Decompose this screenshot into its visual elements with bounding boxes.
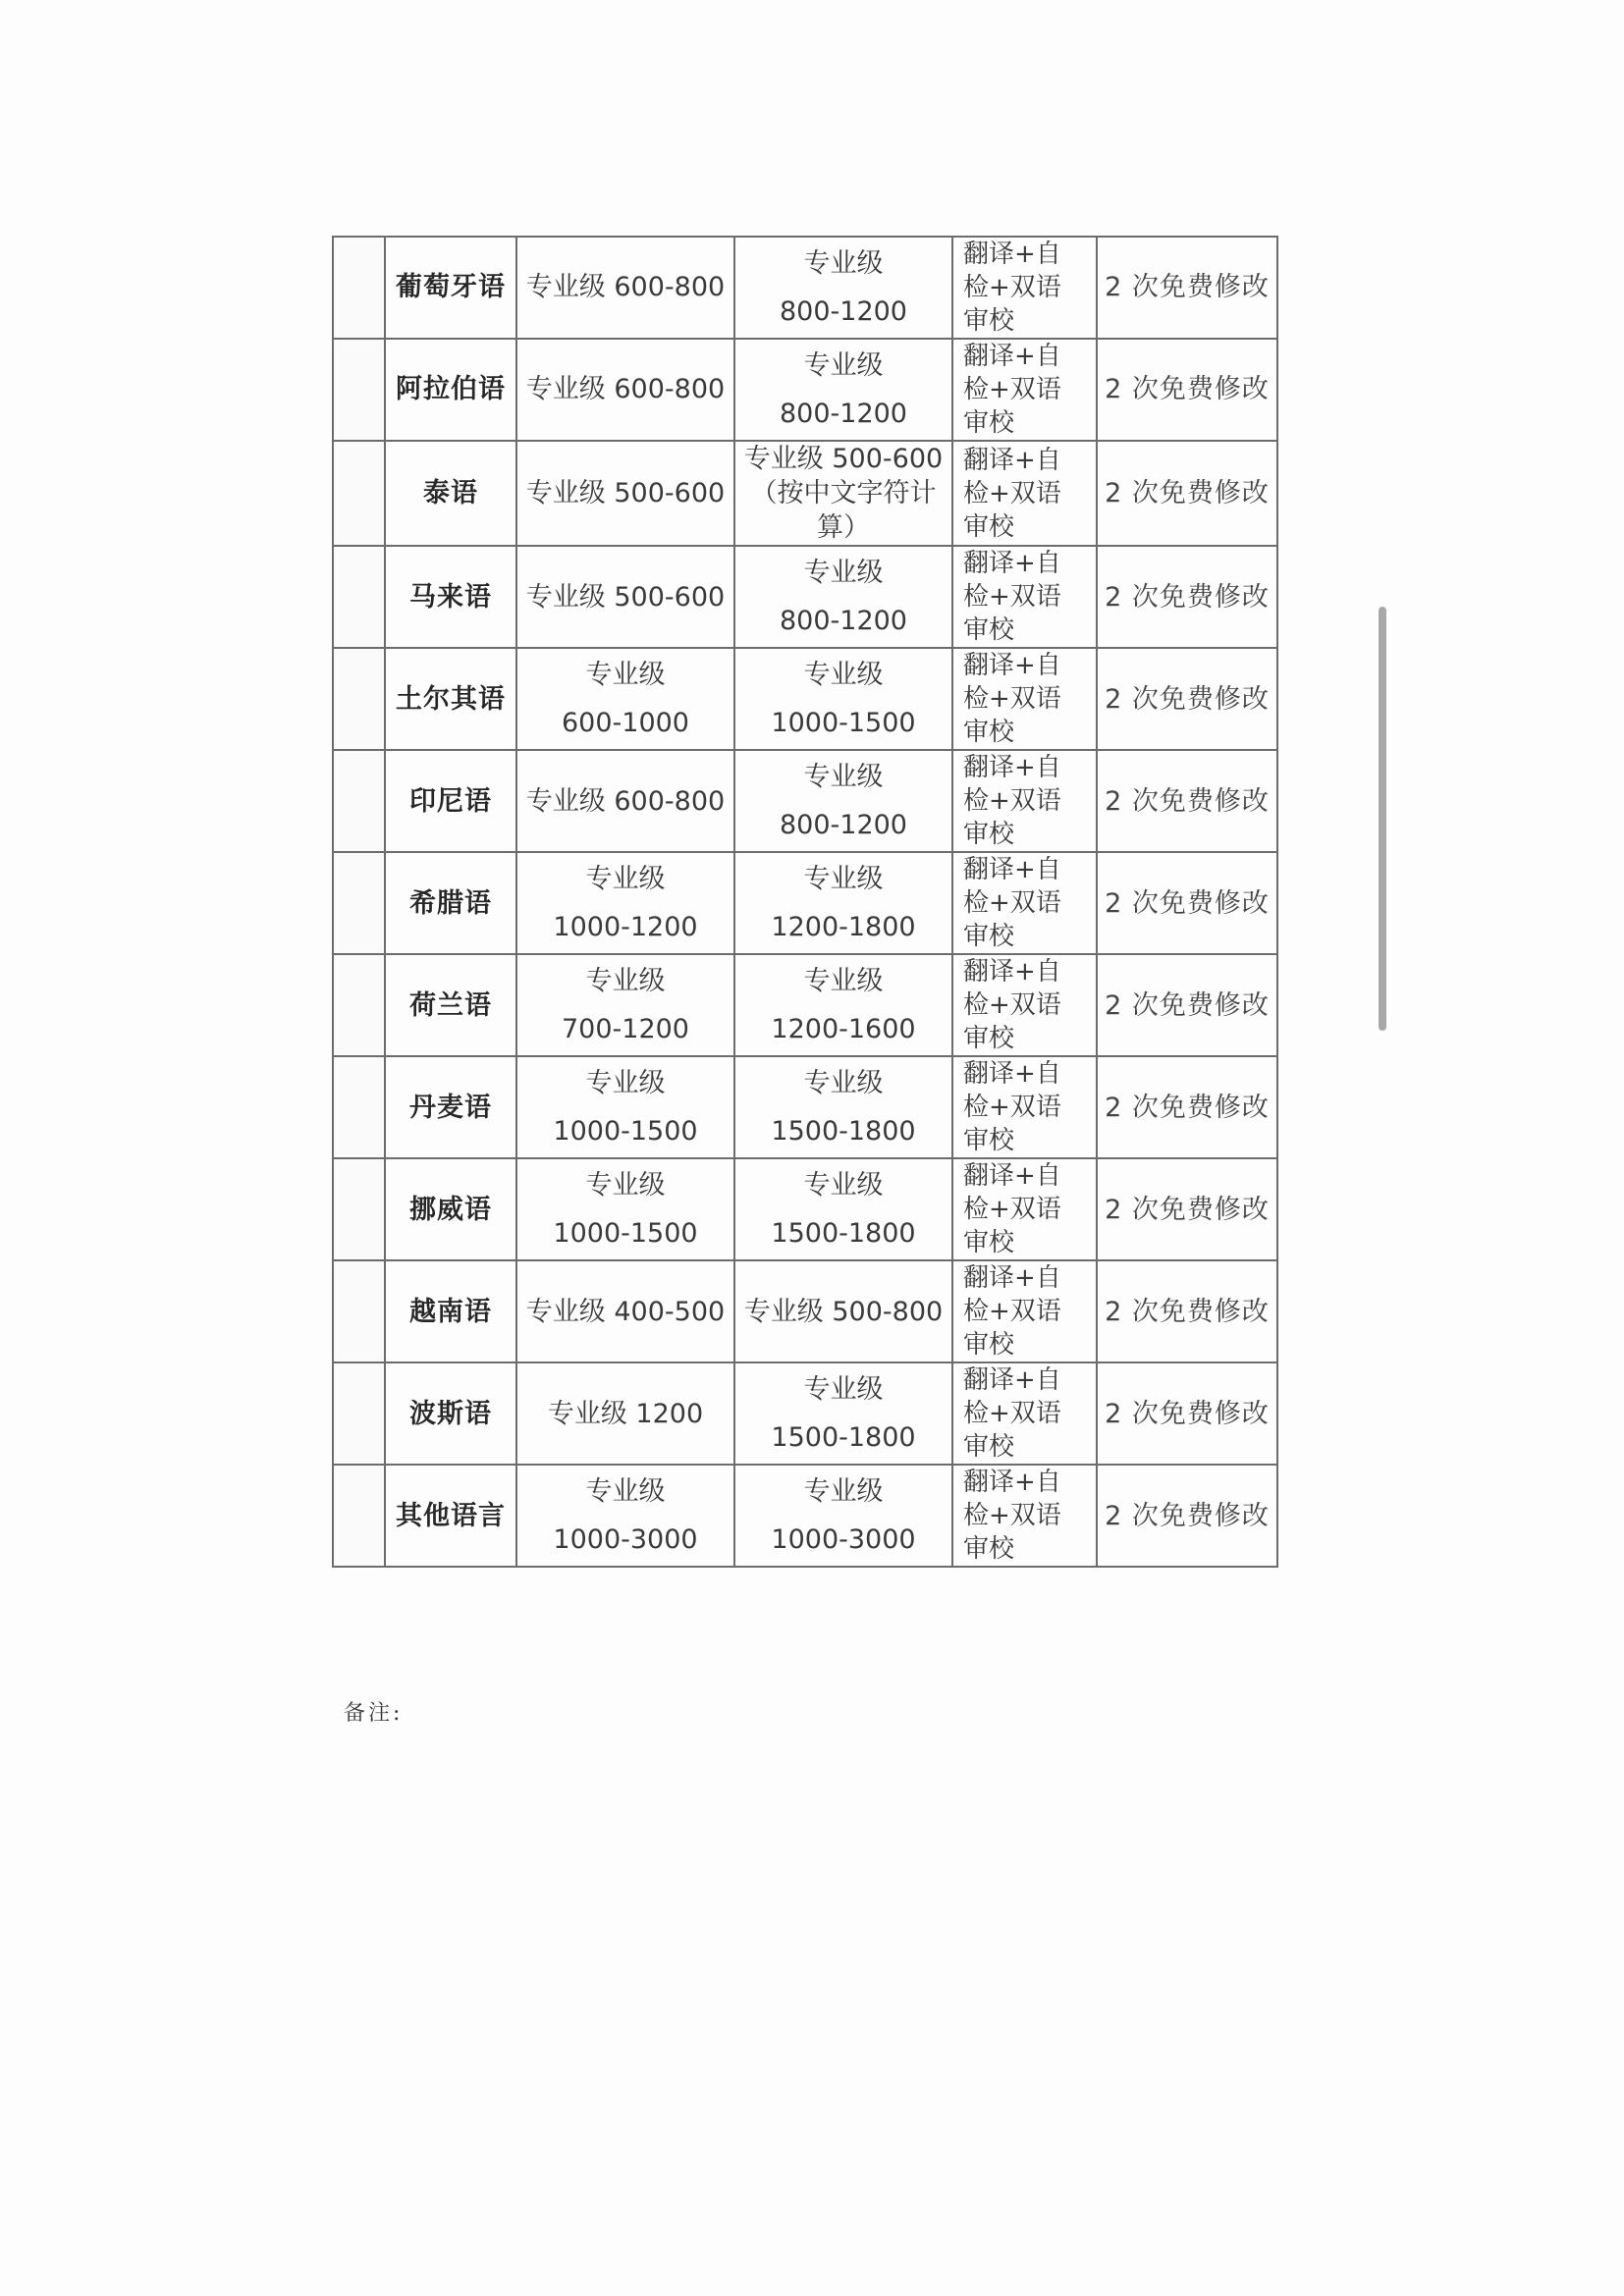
revision-cell: 2 次免费修改 — [1097, 237, 1277, 339]
process-line: 审校 — [963, 922, 1015, 952]
process-line: 检+双语 — [963, 1297, 1061, 1327]
revision-cell: 2 次免费修改 — [1097, 441, 1277, 546]
process-line: 翻译+自 — [963, 240, 1061, 269]
process-line: 检+双语 — [963, 375, 1061, 404]
revision-cell: 2 次免费修改 — [1097, 1056, 1277, 1158]
process-cell — [952, 1260, 1097, 1362]
revision-cell: 2 次免费修改 — [1097, 954, 1277, 1056]
process-cell — [952, 546, 1097, 648]
price-line: 1000-1500 — [553, 1116, 698, 1148]
category-cell — [333, 750, 385, 852]
price-cell-a — [516, 441, 734, 546]
process-line: 检+双语 — [963, 990, 1061, 1021]
category-cell — [333, 648, 385, 750]
language-cell: 丹麦语 — [385, 1056, 516, 1158]
price-cell-b — [734, 339, 952, 441]
price-line: 专业级 — [803, 864, 884, 895]
price-line: 专业级 — [803, 247, 884, 279]
table-row — [333, 1362, 1277, 1465]
process-cell — [952, 1158, 1097, 1260]
table-row — [333, 441, 1277, 546]
price-line: 专业级 — [585, 864, 666, 895]
process-line: 审校 — [963, 718, 1015, 748]
price-cell-b — [734, 648, 952, 750]
process-line: 检+双语 — [963, 478, 1061, 508]
process-line: 检+双语 — [963, 273, 1061, 302]
price-line: 专业级 — [585, 660, 666, 691]
table-row — [333, 1158, 1277, 1260]
price-line: 专业级 — [585, 1068, 666, 1099]
price-cell-b — [734, 546, 952, 648]
language-cell: 挪威语 — [385, 1158, 516, 1260]
process-cell — [952, 1056, 1097, 1158]
process-line: 翻译+自 — [963, 957, 1061, 988]
table-row — [333, 339, 1277, 441]
process-line: 翻译+自 — [963, 445, 1061, 475]
category-cell — [333, 1260, 385, 1362]
process-line: 翻译+自 — [963, 753, 1061, 783]
price-line: 1500-1800 — [771, 1116, 916, 1148]
price-line: 专业级 — [803, 660, 884, 691]
price-cell-a — [516, 648, 734, 750]
process-line: 翻译+自 — [963, 549, 1061, 579]
process-line: 翻译+自 — [963, 1263, 1061, 1294]
note-label: 备注: — [344, 1701, 404, 1726]
process-line: 审校 — [963, 1024, 1015, 1054]
process-line: 检+双语 — [963, 582, 1061, 613]
price-cell-b — [734, 1260, 952, 1362]
revision-cell: 2 次免费修改 — [1097, 1260, 1277, 1362]
price-line: 1000-3000 — [771, 1524, 916, 1556]
language-cell: 其他语言 — [385, 1465, 516, 1567]
price-cell-a — [516, 1158, 734, 1260]
price-cell-b — [734, 750, 952, 852]
price-line: 专业级 — [803, 1476, 884, 1508]
table-row — [333, 954, 1277, 1056]
process-line: 翻译+自 — [963, 855, 1061, 885]
price-line: 1000-1200 — [553, 912, 698, 943]
price-cell-b — [734, 954, 952, 1056]
price-line: 专业级 500-600 — [743, 444, 944, 474]
price-line: 专业级 500-600 — [525, 478, 726, 509]
price-line: 专业级 600-800 — [525, 374, 726, 405]
language-cell: 荷兰语 — [385, 954, 516, 1056]
process-cell — [952, 648, 1097, 750]
process-cell — [952, 237, 1097, 339]
language-cell: 泰语 — [385, 441, 516, 546]
price-line: （按中文字符计 — [750, 478, 937, 509]
price-cell-b — [734, 237, 952, 339]
category-cell — [333, 339, 385, 441]
price-line: 1200-1600 — [771, 1014, 916, 1045]
price-line: 1000-1500 — [771, 708, 916, 739]
price-line: 专业级 — [803, 1374, 884, 1406]
process-line: 审校 — [963, 306, 1015, 336]
price-line: 专业级 400-500 — [525, 1296, 726, 1327]
category-cell — [333, 1362, 385, 1465]
price-line: 专业级 — [803, 1170, 884, 1201]
price-line: 专业级 — [803, 1068, 884, 1099]
revision-cell: 2 次免费修改 — [1097, 1362, 1277, 1465]
language-cell: 土尔其语 — [385, 648, 516, 750]
process-line: 翻译+自 — [963, 651, 1061, 681]
process-cell — [952, 1465, 1097, 1567]
revision-cell: 2 次免费修改 — [1097, 1158, 1277, 1260]
price-line: 800-1200 — [780, 296, 907, 327]
price-cell-a — [516, 954, 734, 1056]
price-cell-a — [516, 852, 734, 954]
price-line: 算） — [817, 512, 870, 544]
price-line: 专业级 — [585, 966, 666, 997]
process-line: 检+双语 — [963, 888, 1061, 919]
process-cell — [952, 750, 1097, 852]
language-cell: 阿拉伯语 — [385, 339, 516, 441]
process-line: 翻译+自 — [963, 1059, 1061, 1090]
process-line: 翻译+自 — [963, 1365, 1061, 1396]
price-cell-b — [734, 1465, 952, 1567]
price-cell-a — [516, 1465, 734, 1567]
process-line: 审校 — [963, 408, 1015, 438]
category-cell — [333, 237, 385, 339]
price-cell-b — [734, 1362, 952, 1465]
price-line: 1500-1800 — [771, 1422, 916, 1454]
process-line: 检+双语 — [963, 1195, 1061, 1225]
table-row — [333, 237, 1277, 339]
pricing-table-body — [333, 237, 1277, 1567]
price-line: 专业级 1200 — [547, 1398, 704, 1429]
price-line: 专业级 — [803, 349, 884, 381]
language-cell: 越南语 — [385, 1260, 516, 1362]
process-line: 检+双语 — [963, 1399, 1061, 1429]
price-line: 800-1200 — [780, 810, 907, 841]
price-line: 1000-3000 — [553, 1524, 698, 1556]
price-line: 专业级 — [585, 1170, 666, 1201]
price-line: 800-1200 — [780, 399, 907, 429]
language-cell: 印尼语 — [385, 750, 516, 852]
process-line: 翻译+自 — [963, 1161, 1061, 1192]
price-line: 专业级 — [803, 558, 884, 589]
process-cell — [952, 852, 1097, 954]
process-line: 审校 — [963, 820, 1015, 850]
price-cell-a — [516, 546, 734, 648]
process-line: 检+双语 — [963, 1501, 1061, 1531]
price-cell-b — [734, 852, 952, 954]
language-cell: 希腊语 — [385, 852, 516, 954]
process-cell — [952, 441, 1097, 546]
table-row — [333, 1056, 1277, 1158]
price-line: 800-1200 — [780, 606, 907, 637]
scrollbar-thumb[interactable] — [1379, 607, 1386, 1031]
process-line: 检+双语 — [963, 1093, 1061, 1123]
process-line: 审校 — [963, 1534, 1015, 1565]
price-cell-a — [516, 1362, 734, 1465]
process-cell — [952, 954, 1097, 1056]
table-row — [333, 750, 1277, 852]
table-row — [333, 546, 1277, 648]
revision-cell: 2 次免费修改 — [1097, 1465, 1277, 1567]
table-row — [333, 648, 1277, 750]
language-cell: 波斯语 — [385, 1362, 516, 1465]
price-cell-a — [516, 237, 734, 339]
process-line: 审校 — [963, 1126, 1015, 1156]
price-cell-b — [734, 441, 952, 546]
price-cell-b — [734, 1056, 952, 1158]
price-cell-b — [734, 1158, 952, 1260]
price-cell-a — [516, 750, 734, 852]
category-cell — [333, 954, 385, 1056]
process-line: 审校 — [963, 1432, 1015, 1463]
revision-cell: 2 次免费修改 — [1097, 750, 1277, 852]
process-line: 翻译+自 — [963, 1468, 1061, 1498]
table-row — [333, 1260, 1277, 1362]
category-cell — [333, 1158, 385, 1260]
revision-cell: 2 次免费修改 — [1097, 339, 1277, 441]
price-cell-a — [516, 1056, 734, 1158]
category-cell — [333, 852, 385, 954]
price-line: 1200-1800 — [771, 912, 916, 943]
table-row — [333, 1465, 1277, 1567]
pricing-table — [332, 236, 1278, 1568]
price-line: 1000-1500 — [553, 1218, 698, 1250]
category-cell — [333, 1056, 385, 1158]
process-line: 审校 — [963, 615, 1015, 646]
process-cell — [952, 1362, 1097, 1465]
revision-cell: 2 次免费修改 — [1097, 648, 1277, 750]
category-cell — [333, 1465, 385, 1567]
price-line: 专业级 — [585, 1476, 666, 1508]
category-cell — [333, 546, 385, 648]
language-cell: 马来语 — [385, 546, 516, 648]
process-line: 检+双语 — [963, 684, 1061, 715]
process-line: 翻译+自 — [963, 342, 1061, 371]
process-cell — [952, 339, 1097, 441]
language-cell: 葡萄牙语 — [385, 237, 516, 339]
process-line: 审校 — [963, 511, 1015, 542]
price-line: 700-1200 — [562, 1014, 689, 1045]
price-line: 专业级 500-800 — [743, 1296, 944, 1327]
price-line: 专业级 600-800 — [525, 785, 726, 817]
price-cell-a — [516, 339, 734, 441]
revision-cell: 2 次免费修改 — [1097, 546, 1277, 648]
revision-cell: 2 次免费修改 — [1097, 852, 1277, 954]
price-line: 专业级 — [803, 966, 884, 997]
price-line: 600-1000 — [562, 708, 689, 739]
process-line: 检+双语 — [963, 786, 1061, 817]
price-cell-a — [516, 1260, 734, 1362]
process-line: 审校 — [963, 1330, 1015, 1361]
table-row — [333, 852, 1277, 954]
price-line: 1500-1800 — [771, 1218, 916, 1250]
price-line: 专业级 — [803, 762, 884, 793]
category-cell — [333, 441, 385, 546]
process-line: 审校 — [963, 1228, 1015, 1258]
price-line: 专业级 500-600 — [525, 581, 726, 613]
price-line: 专业级 600-800 — [525, 272, 726, 303]
